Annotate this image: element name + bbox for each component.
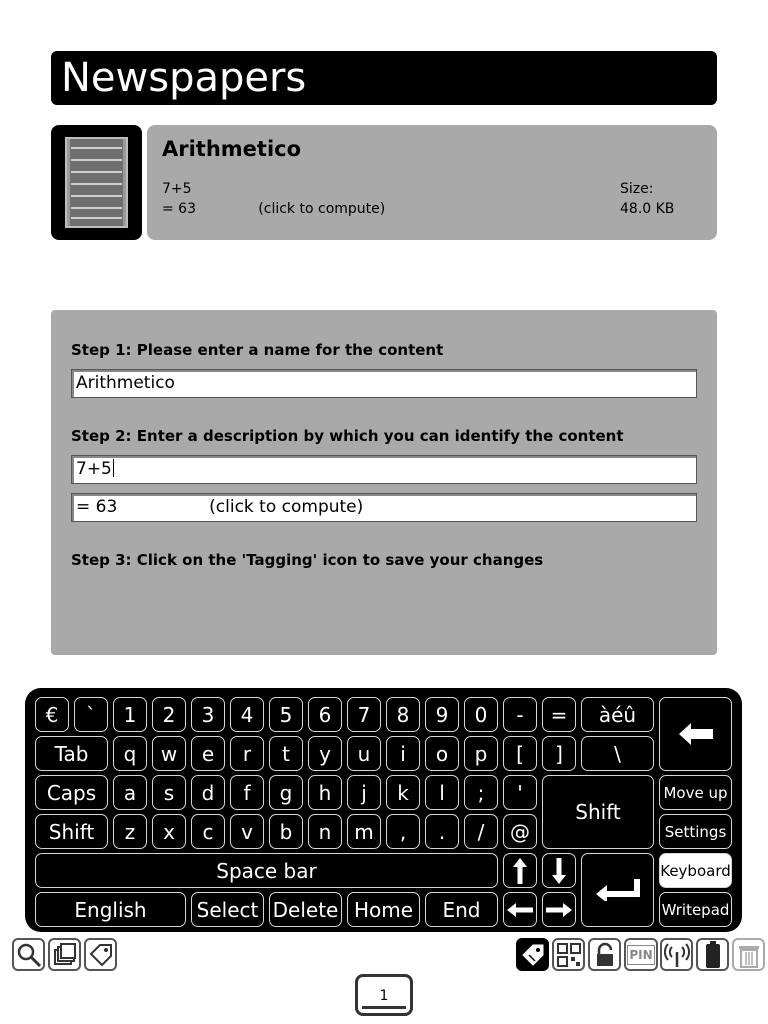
qr-code-icon: [556, 942, 582, 968]
key-equals[interactable]: =: [542, 697, 576, 732]
key-i[interactable]: i: [386, 736, 420, 771]
name-input-value: Arithmetico: [76, 373, 175, 393]
content-description-line1: 7+5: [162, 181, 192, 197]
key-y[interactable]: y: [308, 736, 342, 771]
size-value: 48.0 KB: [620, 201, 675, 217]
lock-button[interactable]: [588, 938, 621, 971]
key-writepad-mode[interactable]: Writepad: [659, 892, 732, 927]
name-input[interactable]: [71, 369, 697, 398]
key-n[interactable]: n: [308, 814, 342, 849]
size-label: Size:: [620, 181, 654, 197]
trash-button[interactable]: [732, 938, 765, 971]
key-period[interactable]: .: [425, 814, 459, 849]
key-semicolon[interactable]: ;: [464, 775, 498, 810]
key-language[interactable]: English: [35, 892, 186, 927]
key-delete[interactable]: Delete: [269, 892, 342, 927]
key-o[interactable]: o: [425, 736, 459, 771]
key-t[interactable]: t: [269, 736, 303, 771]
key-caps[interactable]: Caps: [35, 775, 108, 810]
description-line2-value: = 63 (click to compute): [76, 497, 364, 517]
tag-button[interactable]: [84, 938, 117, 971]
key-minus[interactable]: -: [503, 697, 537, 732]
key-g[interactable]: g: [269, 775, 303, 810]
key-arrow-left[interactable]: [503, 892, 537, 927]
key-euro[interactable]: €: [35, 697, 69, 732]
key-f[interactable]: f: [230, 775, 264, 810]
key-l[interactable]: l: [425, 775, 459, 810]
key-r[interactable]: r: [230, 736, 264, 771]
qr-code-button[interactable]: [552, 938, 585, 971]
key-shift-left[interactable]: Shift: [35, 814, 108, 849]
key-1[interactable]: 1: [113, 697, 147, 732]
arrow-right-icon: [546, 903, 572, 917]
key-k[interactable]: k: [386, 775, 420, 810]
key-e[interactable]: e: [191, 736, 225, 771]
arrow-up-icon: [513, 858, 527, 884]
description-line1-value: 7+5: [76, 459, 112, 479]
search-icon: [16, 942, 42, 968]
edit-content-form: [51, 310, 717, 655]
key-backslash[interactable]: \: [581, 736, 654, 771]
key-p[interactable]: p: [464, 736, 498, 771]
key-j[interactable]: j: [347, 775, 381, 810]
backspace-icon: [679, 723, 713, 745]
tagging-button[interactable]: [516, 938, 549, 971]
key-9[interactable]: 9: [425, 697, 459, 732]
content-info-card: [147, 125, 717, 240]
page-indicator[interactable]: [355, 974, 413, 1016]
pin-button[interactable]: [624, 938, 658, 971]
key-z[interactable]: z: [113, 814, 147, 849]
key-apostrophe[interactable]: ': [503, 775, 537, 810]
page-header: [51, 51, 717, 105]
key-right-bracket[interactable]: ]: [542, 736, 576, 771]
key-5[interactable]: 5: [269, 697, 303, 732]
key-select[interactable]: Select: [191, 892, 264, 927]
key-s[interactable]: s: [152, 775, 186, 810]
key-at[interactable]: @: [503, 814, 537, 849]
key-arrow-up[interactable]: [503, 853, 537, 888]
key-arrow-down[interactable]: [542, 853, 576, 888]
key-a[interactable]: a: [113, 775, 147, 810]
content-title: Arithmetico: [162, 137, 302, 161]
library-icon: [52, 942, 78, 968]
key-0[interactable]: 0: [464, 697, 498, 732]
content-thumbnail[interactable]: [51, 125, 142, 240]
key-backspace[interactable]: [659, 697, 732, 771]
key-left-bracket[interactable]: [: [503, 736, 537, 771]
key-comma[interactable]: ,: [386, 814, 420, 849]
key-3[interactable]: 3: [191, 697, 225, 732]
pin-icon: PIN: [627, 945, 654, 965]
key-m[interactable]: m: [347, 814, 381, 849]
trash-icon: [736, 942, 762, 968]
key-arrow-right[interactable]: [542, 892, 576, 927]
key-7[interactable]: 7: [347, 697, 381, 732]
key-settings[interactable]: Settings: [659, 814, 732, 849]
key-b[interactable]: b: [269, 814, 303, 849]
key-accents[interactable]: àéû: [581, 697, 654, 732]
lock-icon: [592, 942, 618, 968]
description-input-line1[interactable]: [71, 455, 697, 484]
wireless-icon: [664, 942, 690, 968]
content-description-line2: = 63 (click to compute): [162, 201, 386, 217]
key-4[interactable]: 4: [230, 697, 264, 732]
key-slash[interactable]: /: [464, 814, 498, 849]
key-w[interactable]: w: [152, 736, 186, 771]
key-move-up[interactable]: Move up: [659, 775, 732, 810]
step2-label: Step 2: Enter a description by which you can identify the content: [71, 427, 624, 445]
battery-indicator: [696, 938, 729, 971]
description-input-line2[interactable]: [71, 493, 697, 522]
key-tab[interactable]: Tab: [35, 736, 108, 771]
key-home[interactable]: Home: [347, 892, 420, 927]
search-button[interactable]: [12, 938, 45, 971]
wireless-button[interactable]: [660, 938, 693, 971]
enter-icon: [596, 879, 640, 901]
key-d[interactable]: d: [191, 775, 225, 810]
key-x[interactable]: x: [152, 814, 186, 849]
key-c[interactable]: c: [191, 814, 225, 849]
key-keyboard-mode[interactable]: Keyboard: [659, 853, 732, 888]
library-button[interactable]: [48, 938, 81, 971]
on-screen-keyboard: [25, 688, 742, 932]
key-8[interactable]: 8: [386, 697, 420, 732]
key-h[interactable]: h: [308, 775, 342, 810]
key-v[interactable]: v: [230, 814, 264, 849]
key-u[interactable]: u: [347, 736, 381, 771]
key-q[interactable]: q: [113, 736, 147, 771]
key-shift-right[interactable]: Shift: [542, 775, 654, 849]
step1-label: Step 1: Please enter a name for the content: [71, 341, 444, 359]
step3-label: Step 3: Click on the 'Tagging' icon to save your changes: [71, 551, 544, 569]
abacus-image: [65, 137, 128, 228]
key-backtick[interactable]: `: [74, 697, 108, 732]
key-space[interactable]: Space bar: [35, 853, 498, 888]
key-enter[interactable]: [581, 853, 654, 927]
tag-icon: [88, 942, 114, 968]
page-progress-bar: [362, 1006, 406, 1009]
key-2[interactable]: 2: [152, 697, 186, 732]
key-end[interactable]: End: [425, 892, 498, 927]
key-6[interactable]: 6: [308, 697, 342, 732]
tagging-icon: [519, 941, 547, 969]
arrow-down-icon: [552, 858, 566, 884]
page-number: 1: [379, 988, 389, 1004]
arrow-left-icon: [507, 903, 533, 917]
battery-icon: [704, 941, 722, 969]
page-title: Newspapers: [61, 55, 307, 101]
text-caret: [113, 459, 114, 477]
